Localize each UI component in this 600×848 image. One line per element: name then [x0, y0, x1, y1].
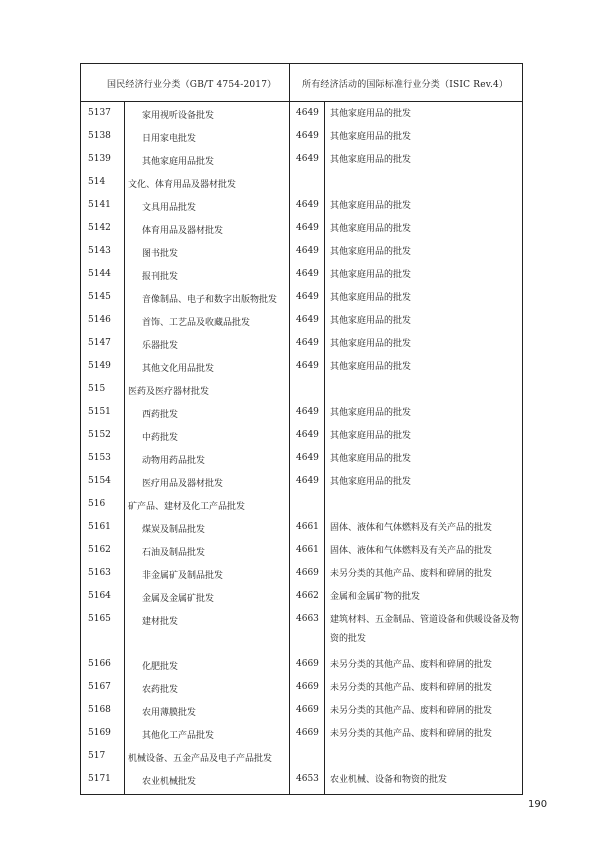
table-row [81, 563, 522, 586]
row-code: 5171 [88, 774, 111, 784]
row-name: 矿产品、建材及化工产品批发 [128, 502, 246, 512]
row-name: 石油及制品批发 [142, 548, 206, 558]
table-row [81, 609, 522, 654]
table-row [81, 723, 522, 746]
row-isic-description: 其他家庭用品的批发 [330, 408, 412, 418]
row-isic-code: 4649 [296, 246, 319, 256]
row-code: 5161 [88, 522, 111, 532]
row-isic-description: 其他家庭用品的批发 [330, 431, 412, 441]
row-isic-code: 4649 [296, 361, 319, 371]
row-code: 5154 [88, 476, 111, 486]
table-row [81, 126, 522, 149]
row-isic-description: 未另分类的其他产品、废料和碎屑的批发 [330, 683, 493, 693]
row-isic-code: 4669 [296, 568, 319, 578]
row-name: 动物用药品批发 [142, 456, 206, 466]
row-name: 其他化工产品批发 [142, 731, 215, 741]
row-name: 农药批发 [142, 685, 179, 695]
row-isic-description: 其他家庭用品的批发 [330, 454, 412, 464]
row-isic-description: 其他家庭用品的批发 [330, 270, 412, 280]
table-row [81, 586, 522, 609]
row-code: 5149 [88, 361, 111, 371]
row-code: 5146 [88, 315, 111, 325]
row-isic-description: 未另分类的其他产品、废料和碎屑的批发 [330, 569, 493, 579]
table-row [81, 218, 522, 241]
row-name: 非金属矿及制品批发 [142, 571, 224, 581]
row-code: 5164 [88, 591, 111, 601]
row-code: 5169 [88, 728, 111, 738]
row-isic-code: 4661 [296, 545, 319, 555]
header-divider [81, 101, 522, 102]
row-isic-code: 4649 [296, 292, 319, 302]
table-row [81, 264, 522, 287]
row-isic-description: 未另分类的其他产品、废料和碎屑的批发 [330, 660, 493, 670]
row-isic-code: 4669 [296, 682, 319, 692]
row-isic-description: 其他家庭用品的批发 [330, 224, 412, 234]
row-isic-description: 其他家庭用品的批发 [330, 293, 412, 303]
table-row [81, 540, 522, 563]
row-isic-code: 4649 [296, 476, 319, 486]
row-code: 5141 [88, 200, 111, 210]
row-code: 5137 [88, 108, 111, 118]
row-name: 音像制品、电子和数字出版物批发 [142, 295, 278, 305]
row-isic-code: 4669 [296, 728, 319, 738]
table-row [81, 172, 522, 195]
row-code: 5138 [88, 131, 111, 141]
table-row [81, 356, 522, 379]
row-isic-description: 其他家庭用品的批发 [330, 362, 412, 372]
row-name: 农用薄膜批发 [142, 708, 197, 718]
row-name: 日用家电批发 [142, 134, 197, 144]
row-isic-description: 其他家庭用品的批发 [330, 132, 412, 142]
row-isic-code: 4662 [296, 591, 319, 601]
row-name: 煤炭及制品批发 [142, 525, 206, 535]
row-code: 5142 [88, 223, 111, 233]
row-isic-description: 未另分类的其他产品、废料和碎屑的批发 [330, 706, 493, 716]
table-row [81, 425, 522, 448]
row-isic-description: 固体、液体和气体燃料及有关产品的批发 [330, 523, 493, 533]
row-name: 建材批发 [142, 617, 179, 627]
row-isic-description: 其他家庭用品的批发 [330, 316, 412, 326]
row-isic-description: 固体、液体和气体燃料及有关产品的批发 [330, 546, 493, 556]
row-name: 机械设备、五金产品及电子产品批发 [128, 754, 273, 764]
row-isic-code: 4649 [296, 453, 319, 463]
row-isic-code: 4663 [296, 614, 319, 624]
row-code: 5151 [88, 407, 111, 417]
row-code: 514 [88, 177, 106, 187]
table-row [81, 471, 522, 494]
row-name: 中药批发 [142, 433, 179, 443]
row-code: 5167 [88, 682, 111, 692]
page-number: 190 [528, 799, 548, 810]
row-code: 5163 [88, 568, 111, 578]
row-isic-code: 4649 [296, 269, 319, 279]
row-isic-code: 4649 [296, 131, 319, 141]
row-code: 517 [88, 751, 106, 761]
row-isic-code: 4649 [296, 223, 319, 233]
row-code: 5145 [88, 292, 111, 302]
row-name: 文化、体育用品及器材批发 [128, 180, 237, 190]
row-name: 金属及金属矿批发 [142, 594, 215, 604]
row-code: 5162 [88, 545, 111, 555]
row-name: 乐器批发 [142, 341, 179, 351]
row-isic-code: 4653 [296, 774, 319, 784]
row-code: 5144 [88, 269, 111, 279]
table-row [81, 333, 522, 356]
row-isic-code: 4649 [296, 338, 319, 348]
table-row [81, 103, 522, 126]
row-name: 医疗用品及器材批发 [142, 479, 224, 489]
row-code: 5153 [88, 453, 111, 463]
table-top-border [81, 63, 522, 64]
row-isic-code: 4669 [296, 659, 319, 669]
row-isic-description: 其他家庭用品的批发 [330, 109, 412, 119]
table-row [81, 746, 522, 769]
row-name: 体育用品及器材批发 [142, 226, 224, 236]
table-bottom-border [81, 794, 522, 795]
row-name: 西药批发 [142, 410, 179, 420]
row-code: 5165 [88, 614, 111, 624]
table-row [81, 379, 522, 402]
row-isic-code: 4649 [296, 200, 319, 210]
row-isic-code: 4661 [296, 522, 319, 532]
row-isic-description: 其他家庭用品的批发 [330, 477, 412, 487]
table-row [81, 402, 522, 425]
row-name: 其他文化用品批发 [142, 364, 215, 374]
table-row [81, 769, 522, 792]
row-isic-description: 其他家庭用品的批发 [330, 201, 412, 211]
table-row [81, 700, 522, 723]
row-name: 其他家庭用品批发 [142, 157, 215, 167]
row-isic-code: 4669 [296, 705, 319, 715]
row-code: 515 [88, 384, 106, 394]
table-row [81, 654, 522, 677]
header-left: 国民经济行业分类（GB/T 4754-2017） [107, 80, 277, 90]
row-isic-code: 4649 [296, 108, 319, 118]
row-code: 516 [88, 499, 106, 509]
row-name: 报刊批发 [142, 272, 179, 282]
table-row [81, 517, 522, 540]
row-isic-description: 未另分类的其他产品、废料和碎屑的批发 [330, 729, 493, 739]
table-row [81, 677, 522, 700]
table-row [81, 149, 522, 172]
row-name: 医药及医疗器材批发 [128, 387, 210, 397]
row-name: 化肥批发 [142, 662, 179, 672]
row-code: 5143 [88, 246, 111, 256]
row-isic-description: 其他家庭用品的批发 [330, 247, 412, 257]
table-row [81, 494, 522, 517]
row-name: 文具用品批发 [142, 203, 197, 213]
row-isic-code: 4649 [296, 315, 319, 325]
row-code: 5168 [88, 705, 111, 715]
table-row [81, 287, 522, 310]
row-isic-description: 农业机械、设备和物资的批发 [330, 775, 448, 785]
classification-table [80, 63, 523, 795]
row-isic-code: 4649 [296, 407, 319, 417]
table-row [81, 448, 522, 471]
row-code: 5139 [88, 154, 111, 164]
row-isic-description: 建筑材料、五金制品、管道设备和供暖设备及物资的批发 [330, 615, 520, 644]
row-name: 农业机械批发 [142, 777, 197, 787]
row-name: 图书批发 [142, 249, 179, 259]
row-code: 5166 [88, 659, 111, 669]
table-row [81, 195, 522, 218]
table-row [81, 310, 522, 333]
row-name: 家用视听设备批发 [142, 111, 215, 121]
row-isic-description: 其他家庭用品的批发 [330, 155, 412, 165]
row-isic-code: 4649 [296, 154, 319, 164]
row-name: 首饰、工艺品及收藏品批发 [142, 318, 251, 328]
row-code: 5147 [88, 338, 111, 348]
row-isic-description: 其他家庭用品的批发 [330, 339, 412, 349]
table-row [81, 241, 522, 264]
row-isic-description: 金属和金属矿物的批发 [330, 592, 421, 602]
header-right: 所有经济活动的国际标准行业分类（ISIC Rev.4） [302, 80, 509, 90]
row-isic-code: 4649 [296, 430, 319, 440]
row-code: 5152 [88, 430, 111, 440]
